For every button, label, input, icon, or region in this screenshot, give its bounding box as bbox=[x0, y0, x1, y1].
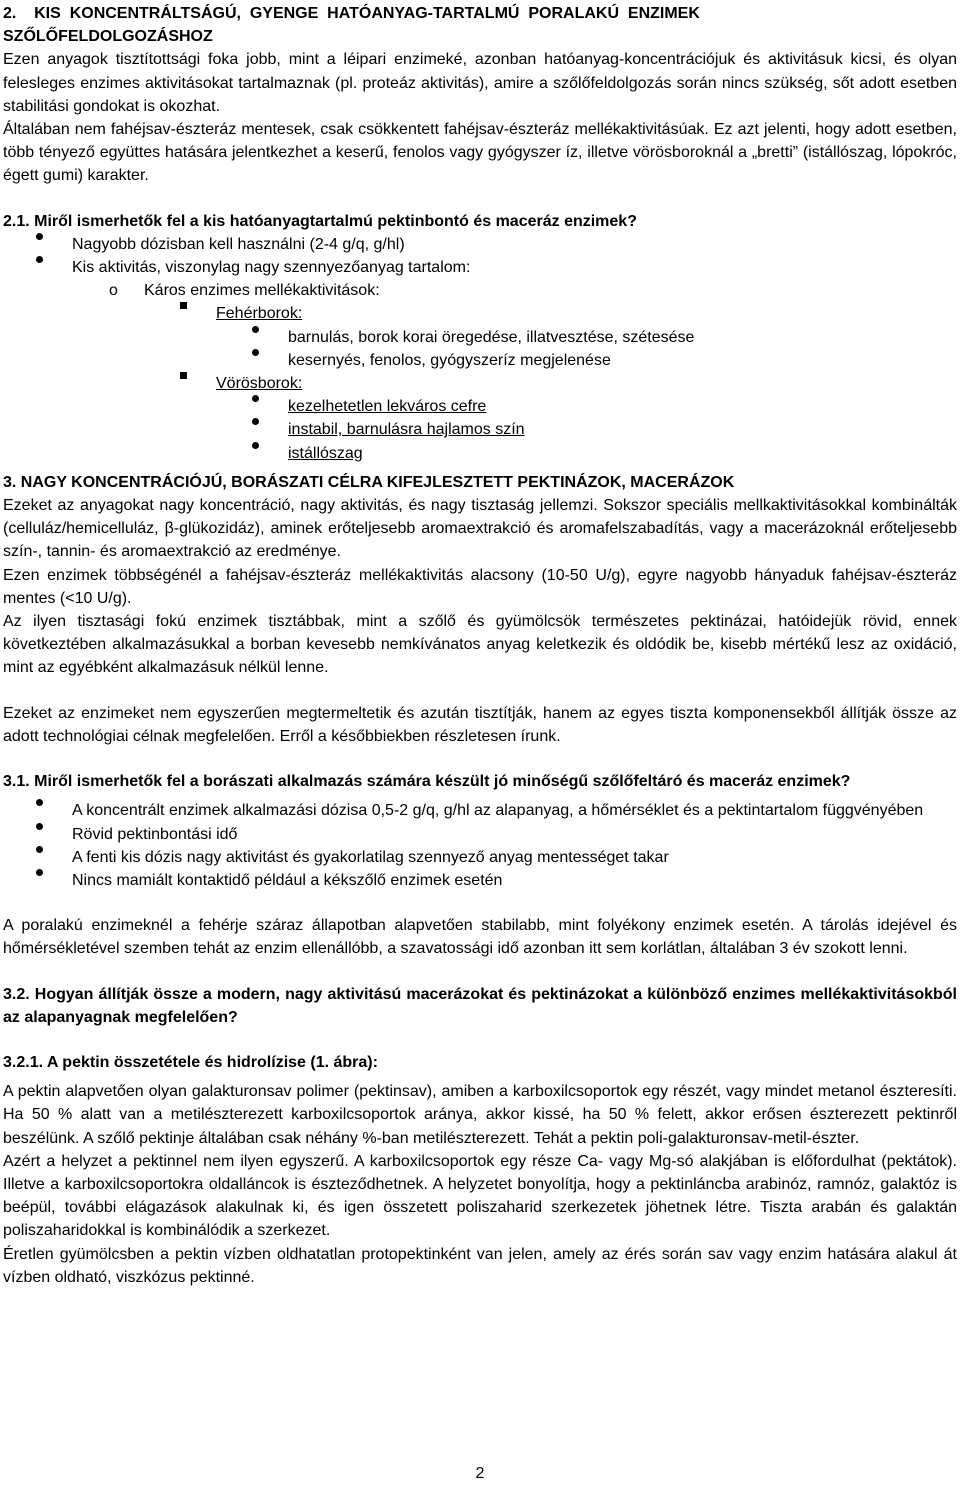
section-3-2-1-paragraph-1: A pektin alapvetően olyan galakturonsav polimer (pektinsav), amiben a karboxilcsoportok egy részét, vagy mindet metanol észteresíti. Ha 50 % alatt van a metilészterezett karboxilcsoportok aránya, akkor kissé, ha 50 % felett, akkor erősen észterezett pektinről beszélünk. A szőlő pektinje általában csak néhány %-ban metilészterezett. Tehát a pektin poli-galakturonsav-metil-észter. bbox=[3, 1083, 957, 1147]
square-bullet-icon bbox=[180, 372, 187, 379]
list-item: istállószag bbox=[3, 442, 957, 465]
section-2-1-heading: 2.1. Miről ismerhetők fel a kis hatóanyagtartalmú pektinbontó és maceráz enzimek? bbox=[3, 212, 637, 230]
section-3-1-heading: 3.1. Miről ismerhetők fel a borászati alkalmazás számára készült jó minőségű szőlőfeltáró és maceráz enzimek? bbox=[3, 773, 851, 791]
section-2-title-continued: SZŐLŐFELDOLGOZÁSHOZ bbox=[3, 28, 213, 46]
list-item: Rövid pektinbontási idő bbox=[3, 823, 957, 846]
section-3-paragraph-3: Az ilyen tisztasági fokú enzimek tisztábbak, mint a szőlő és gyümölcsök természetes pektinázai, hatóidejük rövid, ennek következtében alkalmazásukkal a borban kevesebb nemkívánatos anyag keletkezik és oldódik be, kisebb mértékű lesz az oxidáció, mint az egyébként alkalmazásuk nélkül lenne. bbox=[3, 613, 957, 677]
list-item: barnulás, borok korai öregedése, illatvesztése, szétesése bbox=[3, 326, 957, 349]
section-2-title: 2. KIS KONCENTRÁLTSÁGÚ, GYENGE HATÓANYAG-TARTALMÚ PORALAKÚ ENZIMEK bbox=[3, 5, 700, 22]
section-2-paragraph-1: Ezen anyagok tisztítottsági foka jobb, mint a léipari enzimeké, azonban hatóanyag-koncentrációjuk és aktivitásuk kicsi, és olyan felesleges enzimes aktivitásokat tartalmaznak (pl. proteáz aktivitás), amire a szőlőfeldolgozás során nincs szükség, sőt adott esetben stabilitási gondokat is okozhat. bbox=[3, 51, 957, 115]
list-item: instabil, barnulásra hajlamos szín bbox=[3, 418, 957, 441]
bullet-icon bbox=[36, 256, 43, 263]
bullet-icon bbox=[252, 349, 259, 356]
section-3-2-heading: 3.2. Hogyan állítják össze a modern, nagy aktivitású macerázokat és pektinázokat a különböző enzimes mellékaktivitásokból az alapanyagnak megfelelően? bbox=[3, 985, 957, 1026]
bullet-icon bbox=[36, 869, 43, 876]
list-item: Fehérborok: bbox=[3, 302, 957, 325]
section-3-2-1-paragraph-2: Azért a helyzet a pektinnel nem ilyen egyszerű. A karboxilcsoportok egy része Ca- vagy Mg-só alakjában is előfordulhat (pektátok). Illetve a karboxilcsoportokra oldalláncok is észteződhetnek. A helyzetet bonyolítja, hogy a pektinláncba arabinóz, ramnóz, galaktóz is beépül, további elágazások alakulnak ki, és igen összetett poliszaharid szerkezetek jöhetnek létre. Tiszta arabán és galaktán poliszaharidokkal is kombinálódik a szerkezet. bbox=[3, 1152, 957, 1240]
bullet-icon bbox=[36, 233, 43, 240]
section-3-1-list bbox=[3, 799, 957, 892]
bullet-icon bbox=[252, 326, 259, 333]
list-item: kezelhetetlen lekváros cefre bbox=[3, 395, 957, 418]
list-item: o Káros enzimes mellékaktivitások: bbox=[3, 279, 957, 302]
bullet-icon bbox=[36, 823, 43, 830]
list-item: A koncentrált enzimek alkalmazási dózisa 0,5-2 g/q, g/hl az alapanyag, a hőmérséklet és a pektintartalom függvényében bbox=[3, 799, 957, 822]
section-3-title: 3. NAGY KONCENTRÁCIÓJÚ, BORÁSZATI CÉLRA KIFEJLESZTETT PEKTINÁZOK, MACERÁZOK bbox=[3, 473, 735, 491]
section-3-2-1-paragraph-3: Éretlen gyümölcsben a pektin vízben oldhatatlan protopektinként van jelen, amely az érés során sav vagy enzim hatására alakul át vízben oldható, viszkózus pektinné. bbox=[3, 1245, 957, 1286]
section-3-1-paragraph: A poralakú enzimeknél a fehérje száraz állapotban alapvetően stabilabb, mint folyékony enzimek esetén. A tárolás idejével és hőmérsékletével szemben tehát az enzim ellenállóbb, a szavatossági idő azonban itt sem korlátlan, általában 3 év szokott lenni. bbox=[3, 917, 957, 958]
page-number: 2 bbox=[475, 1465, 485, 1482]
bullet-icon bbox=[252, 418, 259, 425]
list-item: kesernyés, fenolos, gyógyszeríz megjelenése bbox=[3, 349, 957, 372]
section-3-paragraph-4: Ezeket az enzimeket nem egyszerűen megtermeltetik és azután tisztítják, hanem az egyes tiszta komponensekből állítják össze az adott technológiai célnak megfelelően. Erről a későbbiekben részletesen írunk. bbox=[3, 704, 957, 745]
list-item: A fenti kis dózis nagy aktivitást és gyakorlatilag szennyező anyag mentességet takar bbox=[3, 846, 957, 869]
list-item: Nagyobb dózisban kell használni (2-4 g/q, g/hl) bbox=[3, 233, 957, 256]
list-item: Vörösborok: bbox=[3, 372, 957, 395]
bullet-icon bbox=[252, 442, 259, 449]
section-3-paragraph-1: Ezeket az anyagokat nagy koncentráció, nagy aktivitás, és nagy tisztaság jellemzi. Sokszor speciális mellkaktivitásokkal kombinálták (celluláz/hemicelluláz, β-glükozidáz), aminek erőteljesebb aromaextrakció és aromafelszabadítás, vagy a macerázoknál erőteljesebb szín-, tannin- és aromaextrakció az eredménye. bbox=[3, 497, 957, 561]
bullet-icon bbox=[36, 799, 43, 806]
list-item: Nincs mamiált kontaktidő például a kékszőlő enzimek esetén bbox=[3, 869, 957, 892]
section-2-1-list bbox=[3, 233, 957, 465]
section-3-paragraph-2: Ezen enzimek többségénél a fahéjsav-észteráz mellékaktivitás alacsony (10-50 U/g), egyre nagyobb hányaduk fahéjsav-észteráz mentes (<10 U/g). bbox=[3, 566, 957, 607]
square-bullet-icon bbox=[180, 302, 187, 309]
section-2-paragraph-2: Általában nem fahéjsav-észteráz mentesek, csak csökkentett fahéjsav-észteráz mellékaktivitásúak. Ez azt jelenti, hogy adott esetben, több tényező együttes hatására jelentkezhet a keserű, fenolos vagy gyógyszer íz, illetve vörösboroknál a „bretti” (istállószag, lópokróc, égett gumi) karakter. bbox=[3, 121, 957, 185]
bullet-icon bbox=[36, 846, 43, 853]
bullet-icon bbox=[252, 395, 259, 402]
section-3-2-1-heading: 3.2.1. A pektin összetétele és hidrolízise (1. ábra): bbox=[3, 1053, 378, 1071]
list-item: Kis aktivitás, viszonylag nagy szennyezőanyag tartalom: bbox=[3, 256, 957, 279]
circle-bullet-icon: o bbox=[109, 282, 118, 300]
